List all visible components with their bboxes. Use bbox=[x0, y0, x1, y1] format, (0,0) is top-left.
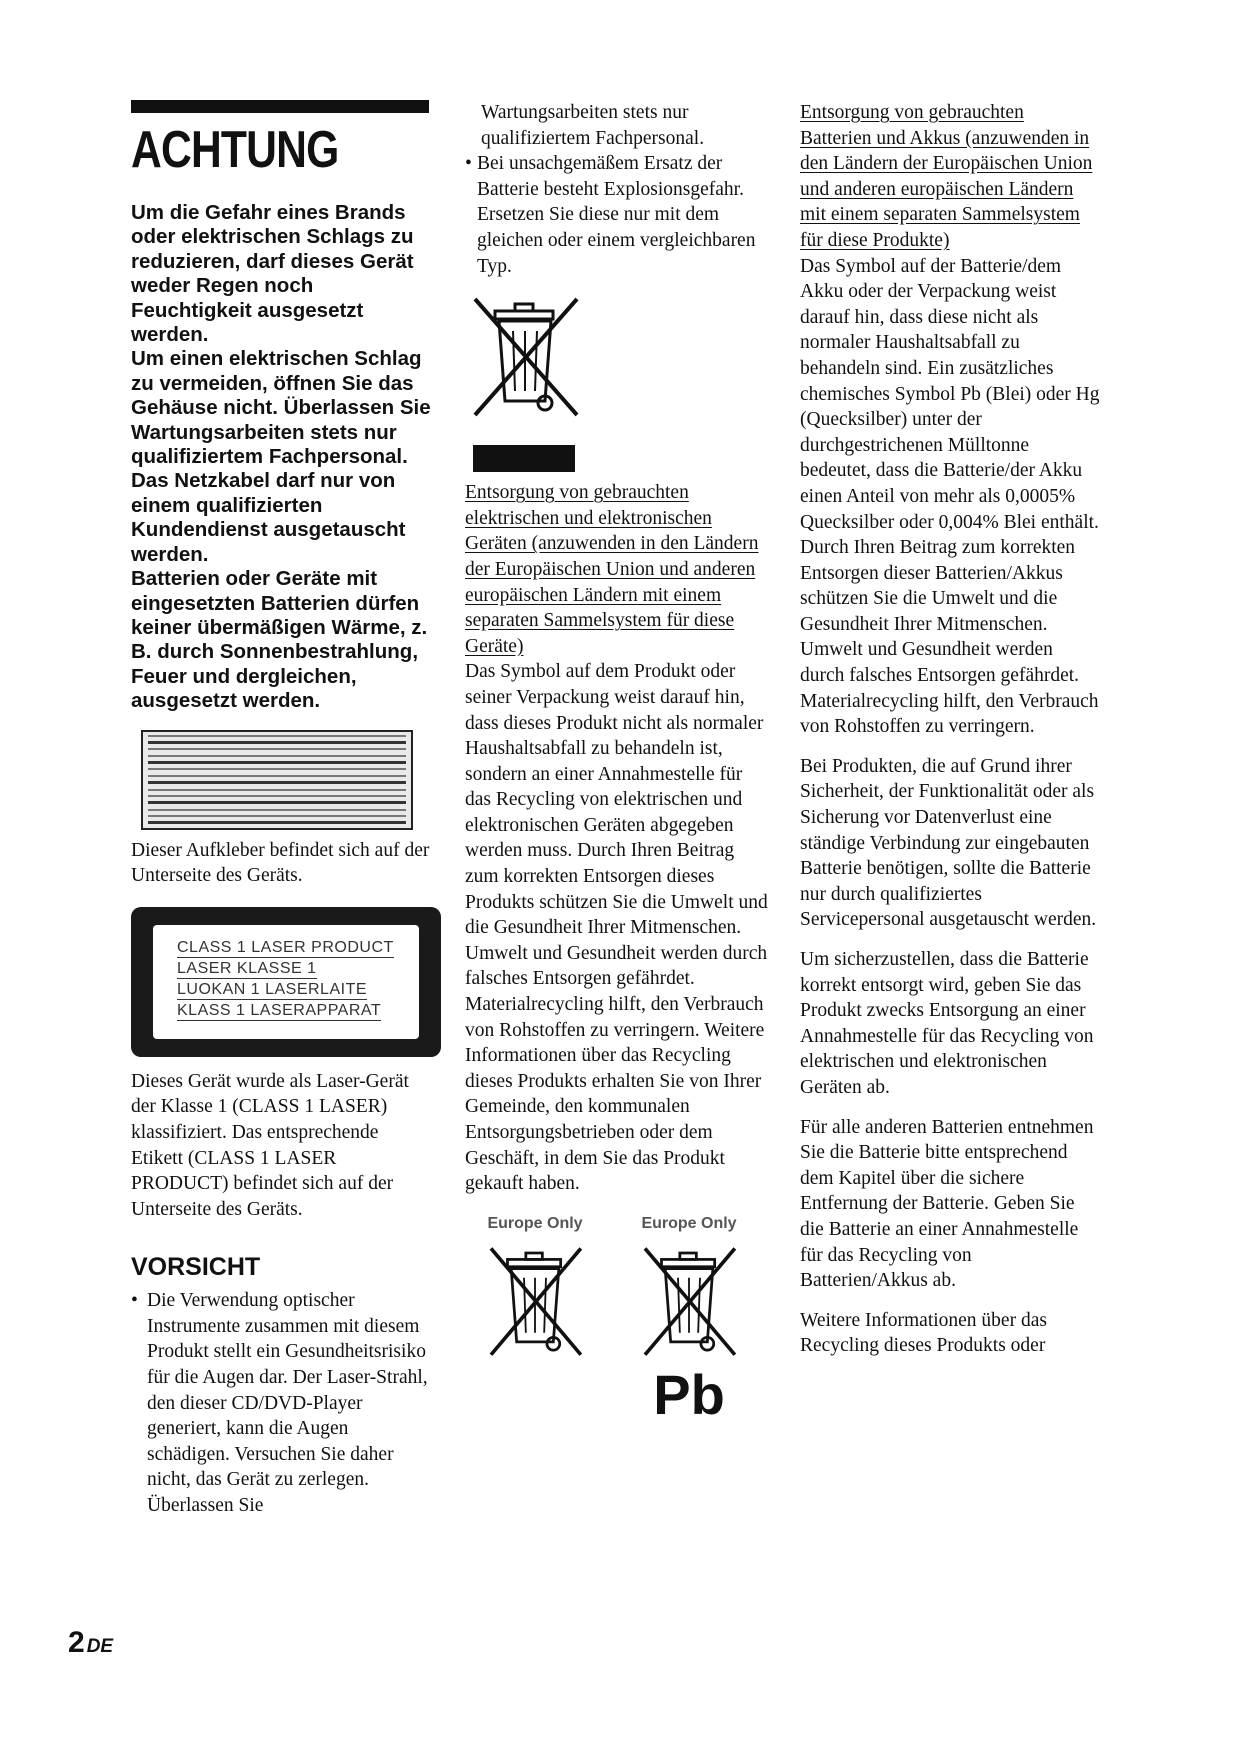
vorsicht-bullet bbox=[131, 1288, 431, 1493]
laser-label-line: CLASS 1 LASER PRODUCT bbox=[177, 938, 394, 956]
right-column bbox=[800, 100, 1100, 1359]
warning-paragraph-heat: Batterien oder Geräte mit eingesetzten Batterien dürfen keiner übermäßigen Wärme, z. B. durch Sonnenbestrahlung, Feuer und dergleichen, ausgesetzt werden. bbox=[131, 567, 428, 713]
heading-rule bbox=[131, 100, 429, 113]
bullet-marker: • bbox=[131, 1290, 138, 1312]
page-number bbox=[68, 1626, 113, 1664]
europe-only-symbols bbox=[465, 1211, 770, 1427]
weee-bin-symbol bbox=[465, 293, 585, 423]
achtung-heading: ACHTUNG bbox=[131, 121, 339, 179]
warning-paragraph-shock: Um einen elektrischen Schlag zu vermeiden, öffnen Sie das Gehäuse nicht. Überlassen Sie Wartungsarbeiten stets nur qualifiziertem Fachpersonal. bbox=[131, 347, 431, 469]
weee-black-bar bbox=[473, 445, 575, 472]
europe-only-label: Europe Only bbox=[487, 1214, 583, 1232]
caution-sticker-image bbox=[141, 730, 413, 830]
middle-column bbox=[465, 100, 770, 1427]
page-number-value: 2 bbox=[68, 1626, 85, 1659]
more-info-paragraph: Weitere Informationen über das Recycling dieses Produkts oder bbox=[800, 1309, 1047, 1357]
vorsicht-continuation: Überlassen Sie bbox=[147, 1495, 264, 1517]
europe-only-bin-product bbox=[465, 1211, 605, 1424]
sticker-caption: Dieser Aufkleber befindet sich auf der Unterseite des Geräts. bbox=[131, 839, 430, 887]
integrated-battery-paragraph: Bei Produkten, die auf Grund ihrer Sicherheit, der Funktionalität oder als Sicherung vor Datenverlust eine ständige Verbindung zur eingebauten Batterie benötigen, sollte die Batterie nur durch qualifiziertes Servicepersonal ausgetauscht werden. bbox=[800, 755, 1097, 931]
europe-only-bin-battery bbox=[619, 1211, 759, 1427]
bullet-marker: • bbox=[465, 153, 472, 175]
left-column bbox=[131, 100, 431, 1519]
other-batteries-paragraph: Für alle anderen Batterien entnehmen Sie die Batterie bitte entsprechend dem Kapitel über die sichere Entfernung der Batterie. Geben Sie die Batterie an einer Annahmestelle für das Recycling von Batterien/Akkus ab. bbox=[800, 1116, 1094, 1292]
laser-label-line: LUOKAN 1 LASERLAITE bbox=[177, 980, 368, 998]
language-code: DE bbox=[86, 1636, 114, 1657]
battery-disposal-heading: Entsorgung von gebrauchten Batterien und Akkus (anzuwenden in den Ländern der Europäischen Union und anderen europäischen Ländern mit einem separaten Sammelsystem für diese Produkte) bbox=[800, 102, 1093, 251]
class1-laser-label bbox=[131, 907, 441, 1057]
battery-warning-text: Bei unsachgemäßem Ersatz der Batterie besteht Explosionsgefahr. Ersetzen Sie diese nur mit dem gleichen oder einem vergleichbaren Typ. bbox=[477, 153, 756, 277]
vorsicht-heading: VORSICHT bbox=[131, 1253, 261, 1282]
vorsicht-text: Die Verwendung optischer Instrumente zusammen mit diesem Produkt stellt ein Gesundheitsrisiko für die Augen dar. Der Laser-Strahl, den dieser CD/DVD-Player generiert, kann die Augen schädigen. Versuchen Sie daher nicht, das Gerät zu zerlegen. bbox=[147, 1290, 428, 1491]
battery-disposal-text: Das Symbol auf der Batterie/dem Akku oder der Verpackung weist darauf hin, dass diese nicht als normaler Haushaltsabfall zu behandeln sind. Ein zusätzliches chemisches Symbol Pb (Blei) oder Hg (Quecksilber) unter der durchgestrichenen Mülltonne bedeutet, dass die Batterie/der Akku einen Anteil von mehr als 0,0005% Quecksilber oder 0,004% Blei enthält. Durch Ihren Beitrag zum korrekten Entsorgen dieser Batterien/Akkus schützen Sie die Umwelt und die Gesundheit Ihrer Mitmenschen. Umwelt und Gesundheit werden durch falsches Entsorgen gefährdet. Materialrecycling hilft, den Verbrauch von Rohstoffen zu verringern. bbox=[800, 255, 1100, 738]
warning-paragraph-power-cord: Das Netzkabel darf nur von einem qualifizierten Kundendienst ausgetauscht werden. bbox=[131, 469, 406, 566]
weee-disposal-text: Das Symbol auf dem Produkt oder seiner Verpackung weist darauf hin, dass dieses Produkt nicht als normaler Haushaltsabfall zu behandeln ist, sondern an einer Annahmestelle für das Recycling von elektrischen und elektronischen Geräten abgegeben werden muss. Durch Ihren Beitrag zum korrekten Entsorgen dieses Produkts schützen Sie die Umwelt und die Gesundheit Ihrer Mitmenschen. Umwelt und Gesundheit werden durch falsches Entsorgen gefährdet. Materialrecycling hilft, den Verbrauch von Rohstoffen zu verringern. Weitere Informationen über das Recycling dieses Produkts erhalten Sie von Ihrer Gemeinde, den kommunalen Entsorgungsbetrieben oder dem Geschäft, in dem Sie das Produkt gekauft haben. bbox=[465, 661, 768, 1195]
crossed-out-bin-icon bbox=[465, 293, 585, 423]
pb-chemical-symbol: Pb bbox=[653, 1363, 725, 1427]
continuation-text: Wartungsarbeiten stets nur qualifiziertem Fachpersonal. bbox=[481, 102, 705, 149]
crossed-out-bin-icon bbox=[480, 1240, 590, 1365]
weee-disposal-heading: Entsorgung von gebrauchten elektrischen und elektronischen Geräten (anzuwenden in den Ländern der Europäischen Union und anderen europäischen Ländern mit einem separaten Sammelsystem für diese Geräte) bbox=[465, 482, 759, 657]
laser-label-line: LASER KLASSE 1 bbox=[177, 959, 317, 977]
europe-only-label: Europe Only bbox=[641, 1214, 737, 1232]
laser-classification-paragraph: Dieses Gerät wurde als Laser-Gerät der Klasse 1 (CLASS 1 LASER) klassifiziert. Das entsprechende Etikett (CLASS 1 LASER PRODUCT) befindet sich auf der Unterseite des Geräts. bbox=[131, 1070, 409, 1220]
battery-warning-bullet bbox=[465, 151, 770, 279]
warning-paragraph-fire: Um die Gefahr eines Brands oder elektrischen Schlags zu reduzieren, darf dieses Gerät weder Regen noch Feuchtigkeit ausgesetzt werden. bbox=[131, 201, 414, 347]
crossed-out-bin-icon bbox=[634, 1240, 744, 1365]
correct-disposal-paragraph: Um sicherzustellen, dass die Batterie korrekt entsorgt wird, geben Sie das Produkt zwecks Entsorgung an einer Annahmestelle für das Recycling von elektrischen und elektronischen Geräten ab. bbox=[800, 949, 1094, 1098]
laser-label-line: KLASS 1 LASERAPPARAT bbox=[177, 1001, 382, 1019]
safety-warning-block bbox=[131, 201, 431, 714]
